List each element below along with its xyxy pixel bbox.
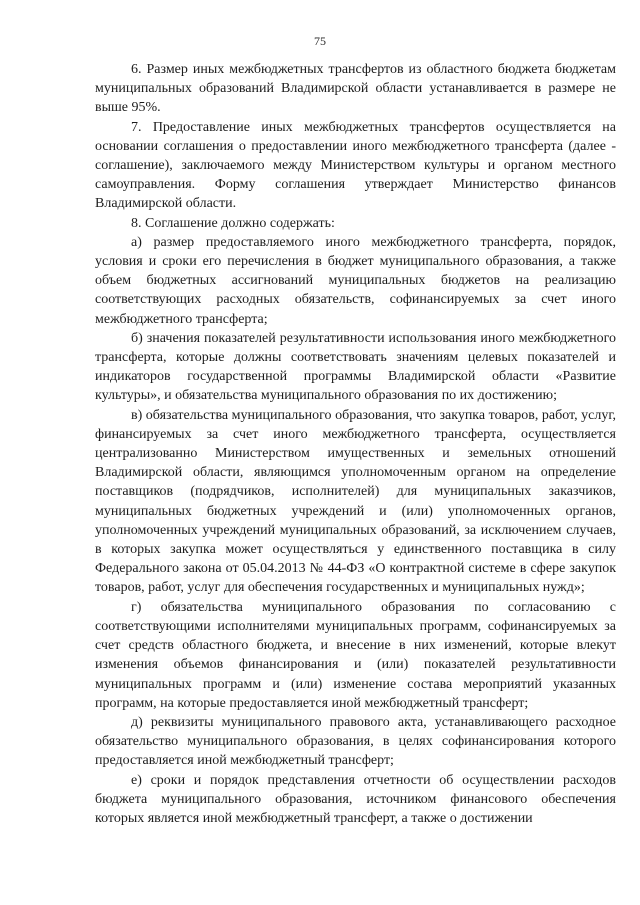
clause-g-program-coordination: г) обязательства муниципального образования по согласованию с соответствующими исполнителями муниципальных программ, софинансируемых за счет средств областного бюджета, и внесение в них изменений, которые влекут изменения объемов финансирования и (или) показателей результативности муниципальных программ и (или) изменение состава мероприятий указанных программ, на которые предоставляется иной межбюджетный трансферт; (95, 599, 616, 711)
paragraph-6-transfer-size: 6. Размер иных межбюджетных трансфертов из областного бюджета бюджетам муниципальных образований Владимирской области устанавливается в размере не выше 95%. (95, 62, 616, 116)
clause-v-procurement-obligations: в) обязательства муниципального образования, что закупка товаров, работ, услуг, финансируемых за счет иного межбюджетного трансферта, осуществляется централизованно Министерством имущественных и земельных отношений Владимирской области, являющимся уполномоченным органом на определение поставщиков (подрядчиков, исполнителей) для муниципальных заказчиков, муниципальных бюджетных учреждений и (или) уполномоченных органов, уполномоченных учреждений муниципальных образований, за исключением случаев, в которых закупка может осуществляться у единственного поставщика в силу Федерального закона от 05.04.2013 № 44-ФЗ «О контрактной системе в сфере закупок товаров, работ, услуг для обеспечения государственных и муниципальных нужд»; (95, 407, 616, 596)
clause-a-transfer-amount: а) размер предоставляемого иного межбюджетного трансферта, порядок, условия и сроки его перечисления в бюджет муниципального образования, а также объем бюджетных ассигнований муниципальных бюджетов на реализацию соответствующих расходных обязательств, софинансируемых за счет иного межбюджетного трансферта; (95, 234, 616, 327)
paragraph-8-agreement-contents: 8. Соглашение должно содержать: (131, 215, 335, 231)
page-number: 75 (314, 34, 326, 48)
paragraph-7-agreement-basis: 7. Предоставление иных межбюджетных трансфертов осуществляется на основании соглашения о предоставлении иного межбюджетного трансферта (далее - соглашение), заключаемого между Министерством культуры и органом местного самоуправления. Форму соглашения утверждает Министерство финансов Владимирской области. (95, 119, 616, 212)
clause-d-legal-act-details: д) реквизиты муниципального правового акта, устанавливающего расходное обязательство муниципального образования, в целях софинансирования которого предоставляется иной межбюджетный трансферт; (95, 714, 616, 769)
clause-b-performance-indicators: б) значения показателей результативности использования иного межбюджетного трансферта, которые должны соответствовать значениям целевых показателей и индикаторов государственной программы Владимирской области «Развитие культуры», и обязательства муниципального образования по их достижению; (95, 330, 616, 404)
clause-e-reporting-terms: е) сроки и порядок представления отчетности об осуществлении расходов бюджета муниципального образования, источником финансового обеспечения которых является иной межбюджетный трансферт, а также о достижении (95, 772, 616, 826)
document-body (95, 60, 616, 828)
